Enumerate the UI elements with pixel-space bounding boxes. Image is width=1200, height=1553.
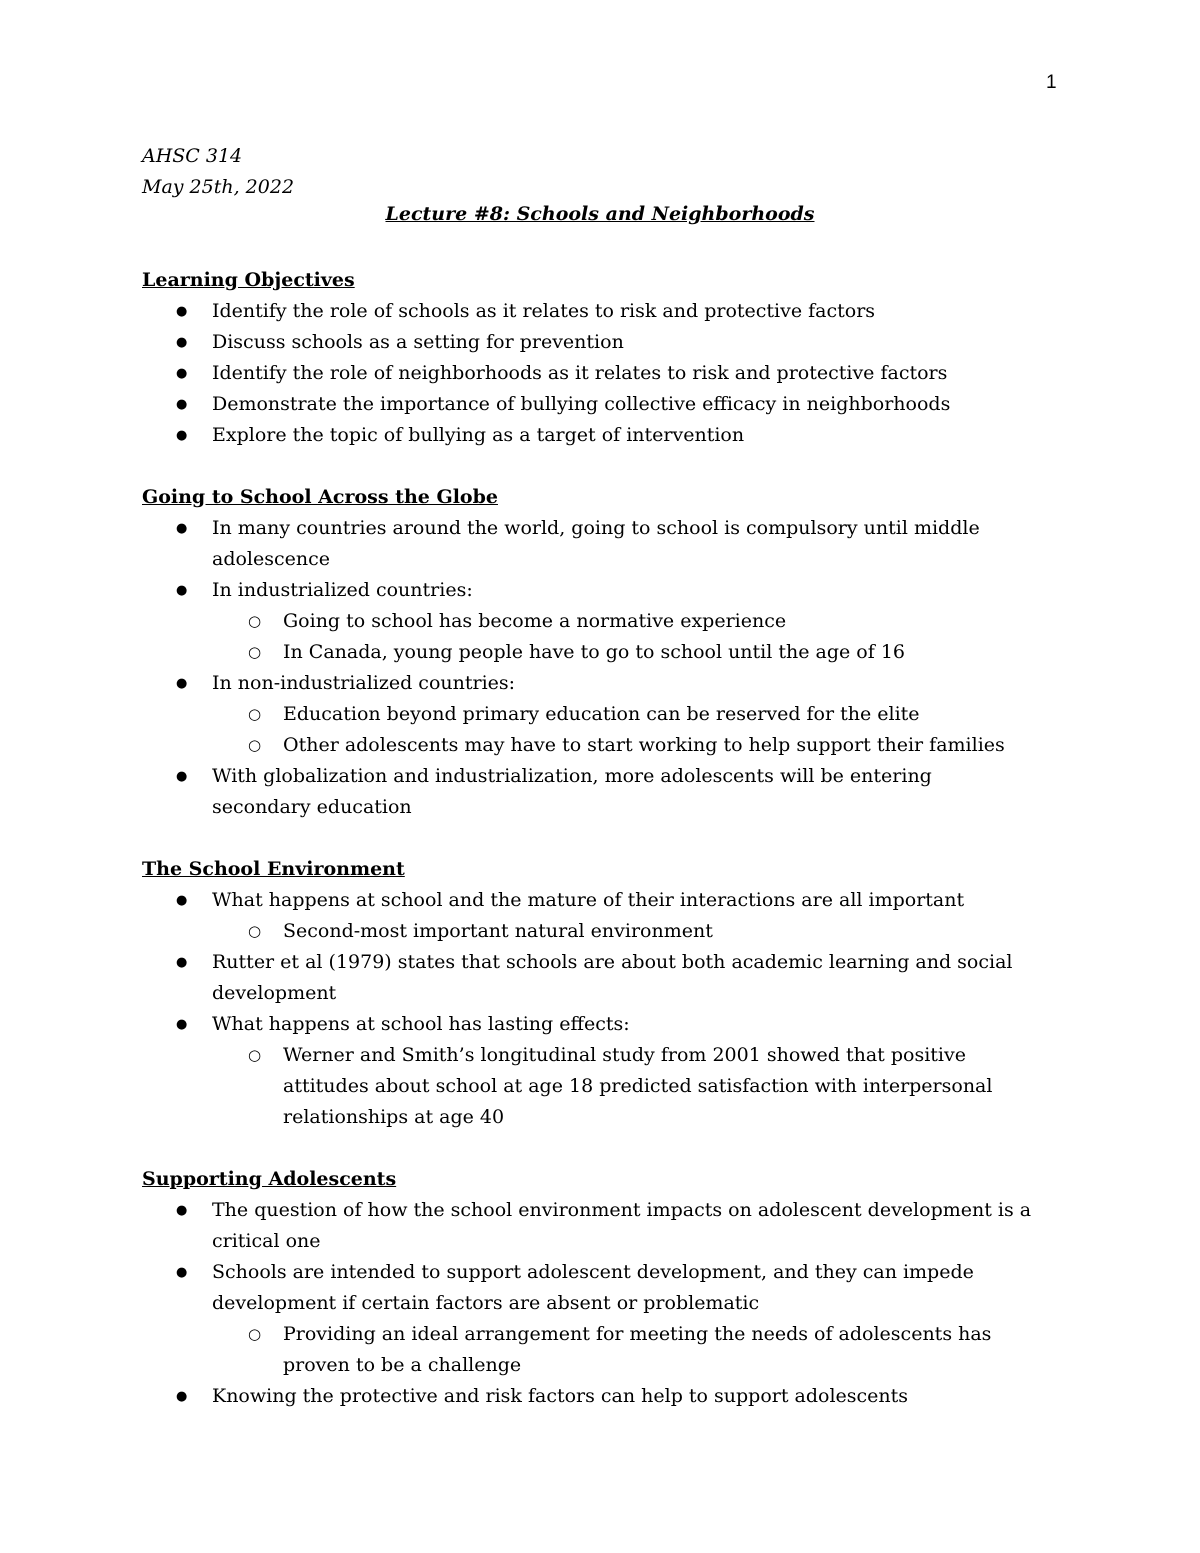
bullet-item: ● Explore the topic of bullying as a target of intervention <box>142 420 1032 451</box>
sub-bullet-item: ○ Education beyond primary education can be reserved for the elite <box>142 699 1043 730</box>
bullet-item: ● Discuss schools as a setting for prevention <box>142 327 1032 358</box>
bullet-item: ● Demonstrate the importance of bullying collective efficacy in neighborhoods <box>142 389 1032 420</box>
section-heading: Learning Objectives <box>142 269 355 291</box>
bullet-item: ● Rutter et al (1979) states that schools are about both academic learning and social development <box>142 947 1032 1009</box>
bullet-item: ● The question of how the school environment impacts on adolescent development is a critical one <box>142 1195 1032 1257</box>
page-number: 1 <box>1046 72 1057 93</box>
section-heading: Going to School Across the Globe <box>142 486 498 508</box>
bullet-item: ● Identify the role of schools as it relates to risk and protective factors <box>142 296 1032 327</box>
notes-body <box>142 265 1062 1443</box>
bullet-list <box>142 1195 1062 1412</box>
bullet-item: ● Knowing the protective and risk factors can help to support adolescents <box>142 1381 1032 1412</box>
bullet-list <box>142 885 1062 1133</box>
bullet-item: ● Schools are intended to support adolescent development, and they can impede development if certain factors are absent or problematic <box>142 1257 1032 1319</box>
sub-bullet-item: ○ Going to school has become a normative experience <box>142 606 1043 637</box>
section <box>142 265 1062 451</box>
sub-bullet-item: ○ Second-most important natural environment <box>142 916 1043 947</box>
bullet-list <box>142 513 1062 823</box>
bullet-item: ● What happens at school and the mature of their interactions are all important <box>142 885 1032 916</box>
section <box>142 482 1062 823</box>
section-heading: The School Environment <box>142 858 405 880</box>
bullet-item: ● In industrialized countries: <box>142 575 1032 606</box>
section <box>142 854 1062 1133</box>
bullet-item: ● In many countries around the world, going to school is compulsory until middle adolescence <box>142 513 1032 575</box>
sub-bullet-item: ○ Providing an ideal arrangement for meeting the needs of adolescents has proven to be a challenge <box>142 1319 1043 1381</box>
sub-bullet-item: ○ Werner and Smith’s longitudinal study from 2001 showed that positive attitudes about school at age 18 predicted satisfaction with interpersonal relationships at age 40 <box>142 1040 1043 1133</box>
bullet-item: ● What happens at school has lasting effects: <box>142 1009 1032 1040</box>
bullet-item: ● Identify the role of neighborhoods as it relates to risk and protective factors <box>142 358 1032 389</box>
sub-bullet-item: ○ Other adolescents may have to start working to help support their families <box>142 730 1043 761</box>
lecture-date: May 25th, 2022 <box>142 176 295 198</box>
bullet-item: ● With globalization and industrialization, more adolescents will be entering secondary education <box>142 761 1032 823</box>
bullet-item: ● In non-industrialized countries: <box>142 668 1032 699</box>
bullet-list <box>142 296 1062 451</box>
lecture-title: Lecture #8: Schools and Neighborhoods <box>385 203 815 225</box>
section <box>142 1164 1062 1412</box>
section-heading: Supporting Adolescents <box>142 1168 397 1190</box>
course-code: AHSC 314 <box>142 145 243 167</box>
sub-bullet-item: ○ In Canada, young people have to go to school until the age of 16 <box>142 637 1043 668</box>
